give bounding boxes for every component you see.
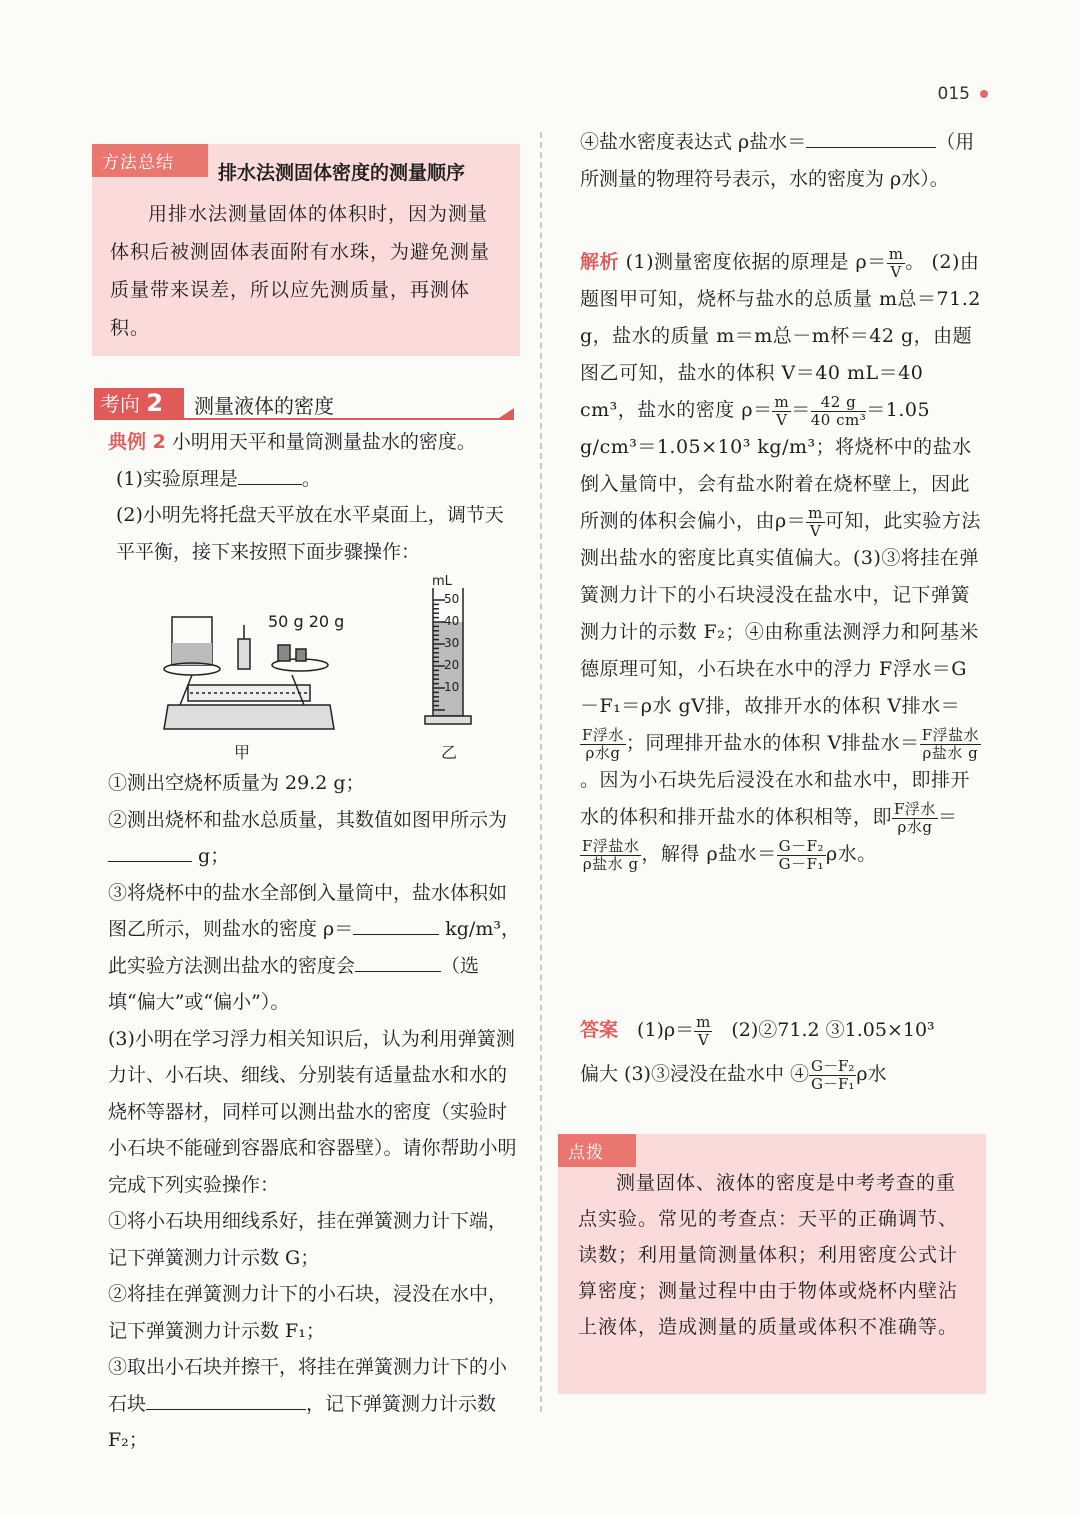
- blank-4: [355, 951, 441, 972]
- beaker-liquid: [172, 643, 212, 665]
- example-part2: [108, 765, 522, 1459]
- blank-2: [108, 841, 192, 862]
- tip-text: 测量固体、液体的密度是中考考查的重点实验。常见的考查点：天平的正确调节、读数；利用量筒测量体积；利用密度公式计算密度；测量过程中由于物体或烧杯内壁沾上液体，造成测量的质量或体积不准确等。: [578, 1172, 959, 1338]
- section-underline: [94, 418, 514, 420]
- cylinder-unit: mL: [432, 574, 452, 589]
- example-part3: [580, 124, 985, 197]
- step-2: ②测出烧杯和盐水总质量，其数值如图甲所示为 g；: [108, 808, 508, 867]
- analysis-label: 解析: [580, 251, 620, 273]
- cylinder-tick-label: 10: [444, 680, 460, 694]
- frac-result: $\frac{\text{G－F₂}}{\text{G－F₁}}$: [778, 836, 825, 873]
- question-1: (1)实验原理是 。: [108, 461, 522, 498]
- cylinder-tick-label: 50: [444, 592, 460, 606]
- frac-eq-left: F浮水 ρ水g: [894, 799, 936, 836]
- frac-v-water: F浮水 ρ水g: [582, 725, 624, 762]
- column-divider: [540, 132, 542, 1412]
- frac-answer-mv: $\frac{m}{V}$: [696, 1012, 711, 1049]
- cylinder-base: [425, 716, 471, 724]
- frac-m-v-3: $\frac{m}{V}$: [808, 503, 823, 540]
- question-2: (2)小明先将托盘天平放在水平桌面上，调节天平平衡，接下来按照下面步骤操作：: [116, 504, 504, 563]
- operation-2: ②将挂在弹簧测力计下的小石块，浸没在水中，记下弹簧测力计示数 F₁；: [108, 1283, 508, 1342]
- frac-m-v-1: $\frac{m}{V}$: [888, 244, 904, 281]
- balance-base: [164, 705, 334, 729]
- analysis: 解析 (1)测量密度依据的原理是 ρ＝ $\frac{m}{V}$ 。 (2)由题图甲可知，烧杯与盐水的总质量 m总＝71.2 g，盐水的质量 m＝m总－m杯＝42 g，由题图乙可知，盐水的体积 V＝40 mL＝40 cm³，盐水的密度 ρ＝ $\frac{m}{V}$ ＝ $\frac{42 g}{\text{40 cm³}}$ ＝1.05 g/cm³＝1.05×10³ kg/m³；将烧杯中的盐水倒入量筒中，会有盐水附着在烧杯壁上，因此所测的体积会偏小，由ρ＝ $\frac{m}{V}$ 可知，此实验方法测出盐水的密度比真实值偏大。(3)③将挂在弹簧测力计下的小石块浸没在盐水中，记下弹簧测力计的示数 F₂；④由称重法测浮力和阿基米德原理可知，小石块在水中的浮力 F浮水＝G－F₁＝ρ水 gV排，故排开水的体积 V排水＝ F浮水 ρ水g ；同理排开盐水的体积 V排盐水＝ F浮盐水 ρ盐水 g 。因为小石块先后浸没在水和盐水中，即排开水的体积和排开盐水的体积相等，即 F浮水 ρ水g ＝ F浮盐水 ρ盐水 g ，解得 ρ盐水＝ $\frac{\text{G－F₂}}{\text{G－F₁}}$ ρ水。: [580, 244, 981, 873]
- frac-v-brine: F浮盐水 ρ盐水 g: [921, 725, 980, 762]
- operation-3: ③取出小石块并擦干，将挂在弹簧测力计下的小石块 ，记下弹簧测力计示数 F₂；: [108, 1356, 508, 1451]
- example-intro: 典例 2 小明用天平和量筒测量盐水的密度。: [108, 431, 476, 453]
- frac-answer-result: $\frac{\text{G－F₂}}{\text{G－F₁}}$: [811, 1056, 855, 1093]
- cylinder-tick-label: 30: [444, 636, 460, 650]
- weights-caption: 50 g 20 g: [268, 612, 345, 631]
- weight-20g-icon: [296, 649, 306, 661]
- tip-tag: 点拨: [558, 1134, 636, 1167]
- blank-6: [806, 127, 936, 148]
- figure-jia-label: 甲: [234, 743, 251, 762]
- example-label: 典例 2: [108, 431, 166, 453]
- answer-label: 答案: [580, 1019, 619, 1041]
- step-1: ①测出空烧杯质量为 29.2 g；: [108, 772, 365, 794]
- page-dot-icon: [980, 90, 988, 98]
- figure-yi-label: 乙: [441, 743, 458, 762]
- frac-m-v-2: $\frac{m}{V}$: [774, 392, 790, 429]
- method-summary-tag: 方法总结: [92, 144, 208, 177]
- method-summary-text: 用排水法测量固体的体积时，因为测量体积后被测固体表面附有水珠，为避免测量质量带来误差，所以应先测质量，再测体积。: [110, 203, 491, 339]
- page-number: 015: [938, 84, 988, 104]
- frac-eq-right: F浮盐水 ρ盐水 g: [582, 836, 640, 873]
- frac-42-40: $\frac{42 g}{\text{40 cm³}}$: [810, 392, 867, 429]
- section-arrow-icon: [496, 408, 514, 420]
- operation-4: ④盐水密度表达式 ρ盐水＝ （用所测量的物理符号表示，水的密度为 ρ水）。: [580, 124, 985, 197]
- cylinder-tick-label: 40: [444, 614, 460, 628]
- weight-50g-icon: [278, 645, 290, 661]
- blank-1: [238, 464, 302, 485]
- answer: 答案 (1)ρ＝ $\frac{m}{V}$ (2)②71.2 ③1.05×10³ 偏大 (3)③浸没在盐水中 ④ $\frac{\text{G－F₂}}{\text{G－F₁}}$ ρ水: [580, 1012, 935, 1093]
- section-title: 测量液体的密度: [194, 394, 334, 418]
- method-summary-title: 排水法测固体密度的测量顺序: [218, 162, 466, 184]
- operation-1: ①将小石块用细线系好，挂在弹簧测力计下端，记下弹簧测力计示数 G；: [108, 1210, 508, 1269]
- question-3: (3)小明在学习浮力相关知识后，认为利用弹簧测力计、小石块、细线、分别装有适量盐水和水的烧杯等器材，同样可以测出盐水的密度（实验时小石块不能碰到容器底和容器壁）。请你帮助小明完成下列实验操作：: [108, 1027, 517, 1196]
- cylinder-tick-label: 20: [444, 658, 460, 672]
- blank-3: [353, 914, 439, 935]
- example-part1: [108, 424, 522, 570]
- step-3: ③将烧杯中的盐水全部倒入量筒中，盐水体积如图乙所示，则盐水的密度 ρ＝ kg/m³，此实验方法测出盐水的密度会 （选填“偏大”或“偏小”）。: [108, 881, 520, 1013]
- blank-5: [146, 1389, 306, 1410]
- section-tag: 考向 2: [94, 388, 184, 418]
- balance-beam: [188, 685, 310, 701]
